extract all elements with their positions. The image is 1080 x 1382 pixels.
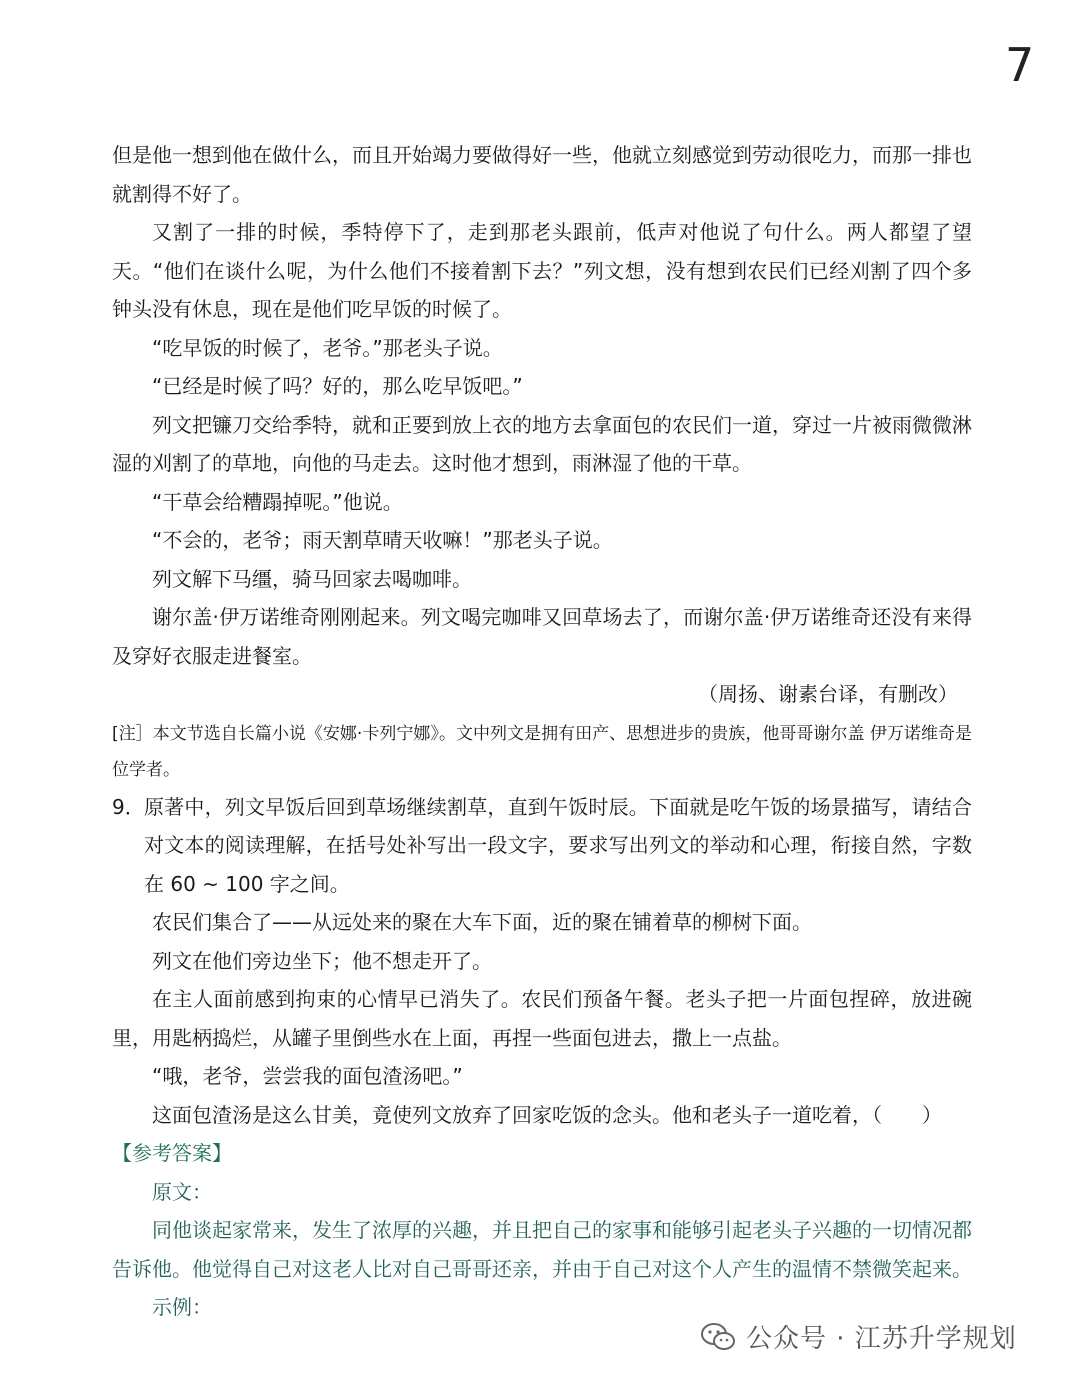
question-excerpt	[112, 903, 972, 1134]
passage	[112, 136, 972, 675]
footnote: [注］本文节选自长篇小说《安娜·卡列宁娜》。文中列文是拥有田产、思想进步的贵族，他哥哥谢尔盖 伊万诺维奇是位学者。	[112, 723, 972, 780]
attribution: （周扬、谢素台译，有删改）	[698, 682, 958, 706]
wechat-icon	[700, 1321, 736, 1353]
passage-paragraph: 但是他一想到他在做什么，而且开始竭力要做得好一些，他就立刻感觉到劳动很吃力，而那一排也就割得不好了。	[112, 143, 972, 206]
question-text: 原著中，列文早饭后回到草场继续割草，直到午饭时辰。下面就是吃午饭的场景描写，请结合对文本的阅读理解，在括号处补写出一段文字，要求写出列文的举动和心理，衔接自然，字数在 60 ~ 100 字之间。	[144, 794, 972, 896]
passage-paragraph: “吃早饭的时候了，老爷。”那老头子说。	[152, 335, 503, 360]
watermark	[700, 1318, 1017, 1355]
excerpt-paragraph: 列文在他们旁边坐下；他不想走开了。	[152, 948, 492, 973]
excerpt-paragraph: 农民们集合了——从远处来的聚在大车下面，近的聚在铺着草的柳树下面。	[152, 910, 812, 934]
page-number: 7	[1005, 38, 1035, 92]
passage-paragraph: “干草会给糟蹋掉呢。”他说。	[152, 489, 403, 514]
original-text: 同他谈起家常来，发生了浓厚的兴趣，并且把自己的家事和能够引起老头子兴趣的一切情况都告诉他。他觉得自己对这老人比对自己哥哥还亲，并由于自己对这个人产生的温情不禁微笑起来。	[112, 1218, 972, 1281]
excerpt-paragraph: 在主人面前感到拘束的心情早已消失了。农民们预备午餐。老头子把一片面包捏碎，放进碗里，用匙柄捣烂，从罐子里倒些水在上面，再捏一些面包进去，撒上一点盐。	[112, 987, 972, 1050]
watermark-text: 公众号 · 江苏升学规划	[746, 1324, 1017, 1354]
passage-paragraph: 列文解下马缰，骑马回家去喝咖啡。	[152, 566, 472, 591]
question-9	[112, 788, 972, 904]
passage-paragraph: 谢尔盖·伊万诺维奇刚刚起来。列文喝完咖啡又回草场去了，而谢尔盖·伊万诺维奇还没有来得及穿好衣服走进餐室。	[112, 605, 972, 668]
passage-paragraph: 列文把镰刀交给季特，就和正要到放上衣的地方去拿面包的农民们一道，穿过一片被雨微微淋湿的刈割了的草地，向他的马走去。这时他才想到，雨淋湿了他的干草。	[112, 412, 972, 475]
excerpt-paragraph: “哦，老爷，尝尝我的面包渣汤吧。”	[152, 1064, 463, 1088]
passage-paragraph: “不会的，老爷；雨天割草晴天收嘛！”那老头子说。	[152, 528, 613, 552]
answer-heading: 【参考答案】	[112, 1141, 232, 1165]
document-body	[112, 136, 972, 1327]
original-label: 原文：	[152, 1179, 212, 1204]
passage-paragraph: 又割了一排的时候，季特停下了，走到那老头跟前，低声对他说了句什么。两人都望了望天。“他们在谈什么呢，为什么他们不接着割下去？”列文想，没有想到农民们已经刈割了四个多钟头没有休息，现在是他们吃早饭的时候了。	[112, 220, 972, 321]
excerpt-paragraph: 这面包渣汤是这么甘美，竟使列文放弃了回家吃饭的念头。他和老头子一道吃着，（ ）	[152, 1102, 942, 1127]
example-label: 示例：	[152, 1295, 212, 1319]
question-number: 9．	[112, 794, 145, 819]
passage-paragraph: “已经是时候了吗？好的，那么吃早饭吧。”	[152, 374, 523, 398]
